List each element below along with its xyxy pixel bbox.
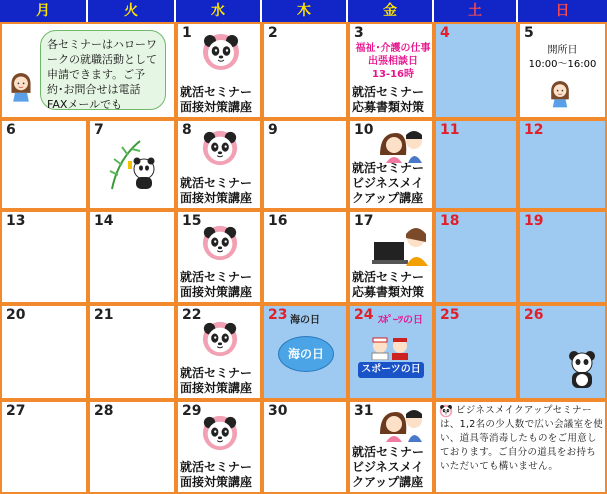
umi-no-hi-badge: 海の日	[278, 336, 334, 372]
weekday-sun: 日	[518, 0, 607, 22]
day-cell-3[interactable]	[348, 22, 434, 119]
weekday-mon: 月	[0, 0, 88, 22]
day-number: 31	[354, 403, 374, 419]
day-cell-6[interactable]	[0, 119, 88, 210]
tanabata-icon	[106, 135, 158, 191]
day-cell-28[interactable]	[88, 400, 176, 494]
notice-bubble: 各セミナーはハローワークの就職活動として申請できます。ご予約･お問合せは電話FAXメールでも	[40, 30, 166, 110]
seminar-label: 就活セミナー 面接対策講座	[180, 270, 253, 299]
panda-icon	[201, 320, 239, 358]
day-number: 26	[524, 307, 544, 323]
laptop-worker-icon	[372, 220, 430, 266]
day-number: 30	[268, 403, 288, 419]
seminar-label: 就活セミナー 応募書類対策	[352, 85, 425, 114]
day-number: 20	[6, 307, 26, 323]
day-number: 22	[182, 307, 202, 323]
day-number: 10	[354, 122, 374, 138]
day-cell-30[interactable]	[262, 400, 348, 494]
day-number: 5	[524, 25, 534, 41]
day-cell-14[interactable]	[88, 210, 176, 304]
weekday-fri: 金	[348, 0, 434, 22]
sports-people-icon	[368, 336, 412, 360]
day-cell-24[interactable]	[348, 304, 434, 400]
notice-cell	[0, 22, 176, 119]
day-cell-22[interactable]	[176, 304, 262, 400]
day-cell-31[interactable]	[348, 400, 434, 494]
day-number: 17	[354, 213, 374, 229]
day-number: 23	[268, 307, 288, 323]
day-cell-25[interactable]	[434, 304, 518, 400]
day-number: 29	[182, 403, 202, 419]
day-number: 18	[440, 213, 460, 229]
day-number: 15	[182, 213, 202, 229]
receptionist-icon	[8, 70, 34, 102]
seminar-label: 就活セミナー 面接対策講座	[180, 460, 253, 489]
panda-icon	[201, 32, 241, 72]
panda-icon	[201, 224, 239, 262]
day-cell-29[interactable]	[176, 400, 262, 494]
makeup-info-text: ビジネスメイクアップセミナーは、1,2名の少人数で広い会議室を使い、道具等消毒したものをご用意しております。ご自分の道具をお持ちいただいても構いません。	[440, 405, 604, 472]
day-cell-21[interactable]	[88, 304, 176, 400]
day-number: 24	[354, 307, 374, 323]
panda-standing-icon	[568, 350, 596, 388]
day-number: 28	[94, 403, 114, 419]
seminar-label: 就活セミナー 応募書類対策	[352, 270, 425, 299]
seminar-label: 就活セミナー 面接対策講座	[180, 85, 253, 114]
day-number: 7	[94, 122, 104, 138]
day-number: 25	[440, 307, 460, 323]
day-number: 13	[6, 213, 26, 229]
day-number: 1	[182, 25, 192, 41]
day-number: 8	[182, 122, 192, 138]
day-cell-10[interactable]	[348, 119, 434, 210]
day-cell-2[interactable]	[262, 22, 348, 119]
day-cell-12[interactable]	[518, 119, 607, 210]
weekday-sat: 土	[434, 0, 518, 22]
event-label: 福祉･介護の仕事出張相談日 13-16時	[355, 43, 431, 80]
day-number: 6	[6, 122, 16, 138]
day-number: 11	[440, 122, 460, 138]
day-cell-7[interactable]	[88, 119, 176, 210]
panda-icon	[201, 414, 239, 452]
day-cell-4[interactable]	[434, 22, 518, 119]
makeup-info-cell	[434, 400, 607, 494]
weekday-wed: 水	[176, 0, 262, 22]
day-cell-20[interactable]	[0, 304, 88, 400]
day-number: 12	[524, 122, 544, 138]
day-cell-23[interactable]	[262, 304, 348, 400]
makeup-icon	[378, 406, 428, 442]
day-number: 3	[354, 25, 364, 41]
day-number: 19	[524, 213, 544, 229]
day-cell-11[interactable]	[434, 119, 518, 210]
day-cell-17[interactable]	[348, 210, 434, 304]
panda-icon	[201, 129, 239, 167]
day-number: 16	[268, 213, 288, 229]
makeup-icon	[378, 125, 428, 163]
weekday-thu: 木	[262, 0, 348, 22]
day-number: 4	[440, 25, 450, 41]
day-number: 2	[268, 25, 278, 41]
day-number: 9	[268, 122, 278, 138]
day-number: 27	[6, 403, 26, 419]
day-cell-8[interactable]	[176, 119, 262, 210]
day-cell-5[interactable]	[518, 22, 607, 119]
day-cell-27[interactable]	[0, 400, 88, 494]
day-cell-13[interactable]	[0, 210, 88, 304]
seminar-label: 就活セミナー ビジネスメイ クアップ講座	[352, 445, 425, 489]
holiday-label: ｽﾎﾟｰﾂの日	[378, 315, 423, 326]
seminar-label: 就活セミナー ビジネスメイ クアップ講座	[352, 161, 425, 205]
sports-day-badge: スポーツの日	[358, 362, 424, 378]
holiday-label: 海の日	[290, 315, 320, 326]
day-cell-9[interactable]	[262, 119, 348, 210]
seminar-label: 就活セミナー 面接対策講座	[180, 366, 253, 395]
day-cell-26[interactable]	[518, 304, 607, 400]
seminar-label: 就活セミナー 面接対策講座	[180, 176, 253, 205]
day-cell-1[interactable]	[176, 22, 262, 119]
receptionist-icon	[548, 78, 572, 108]
day-number: 21	[94, 307, 114, 323]
day-number: 14	[94, 213, 114, 229]
weekday-tue: 火	[88, 0, 176, 22]
day-cell-19[interactable]	[518, 210, 607, 304]
day-cell-16[interactable]	[262, 210, 348, 304]
day-cell-18[interactable]	[434, 210, 518, 304]
open-day-label: 開所日 10:00～16:00	[528, 45, 597, 70]
day-cell-15[interactable]	[176, 210, 262, 304]
